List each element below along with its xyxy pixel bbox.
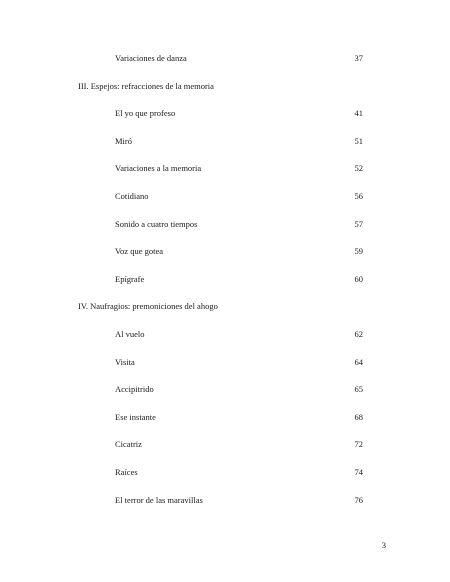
toc-entry-row (0, 466, 450, 478)
toc-entry-page-number: 64 (354, 356, 363, 367)
toc-entry-title: Al vuelo (115, 329, 145, 339)
toc-entry-page-number: 74 (354, 467, 363, 477)
toc-entry-row (0, 383, 450, 395)
toc-entry-page-number: 72 (354, 439, 363, 450)
toc-entry-title: Epígrafe (115, 273, 145, 284)
toc-entry-page-number: 65 (354, 384, 363, 395)
toc-entry-page-number: 76 (354, 494, 363, 505)
toc-entry-page-number: 41 (354, 108, 363, 119)
toc-entry-title: Variaciones a la memoria (115, 163, 202, 174)
toc-entry-title: Accipitrido (115, 384, 154, 395)
toc-entry-row (0, 52, 450, 64)
toc-entry-row (0, 245, 450, 257)
toc-entry-row (0, 273, 450, 285)
toc-entry-row (0, 494, 450, 506)
toc-entry-row (0, 356, 450, 368)
toc-entry-title: El yo que profeso (115, 108, 176, 119)
toc-entry-title: Voz que gotea (115, 246, 163, 257)
toc-section-row (0, 80, 450, 92)
toc-entry-title: Cicatriz (115, 439, 142, 450)
toc-entry-page-number: 68 (354, 411, 363, 422)
toc-entry-page-number: 37 (354, 53, 363, 63)
toc-entry-row (0, 438, 450, 450)
toc-entry-page-number: 60 (354, 273, 363, 284)
toc-entry-row (0, 218, 450, 230)
toc-entry-page-number: 52 (354, 163, 363, 174)
toc-entry-page-number: 57 (354, 218, 363, 229)
toc-entry-title: Raíces (115, 467, 138, 477)
toc-entry-page-number: 51 (354, 135, 363, 146)
toc-entry-row (0, 411, 450, 423)
toc-entry-page-number: 59 (354, 246, 363, 257)
toc-entry-page-number: 56 (354, 191, 363, 201)
toc-entry-title: El terror de las maravillas (115, 494, 203, 505)
toc-section-row (0, 300, 450, 312)
toc-entry-page-number: 62 (354, 329, 363, 339)
toc-entry-title: Sonido a cuatro tiempos (115, 218, 198, 229)
toc-entry-row (0, 107, 450, 119)
toc-entry-row (0, 135, 450, 147)
toc-entry-title: Miró (115, 135, 132, 146)
toc-entry-title: Ese instante (115, 411, 156, 422)
toc-entry-title: Cotidiano (115, 191, 149, 201)
toc-entry-row (0, 190, 450, 202)
toc-entry-title: Variaciones de danza (115, 53, 187, 63)
toc-entry-row (0, 162, 450, 174)
toc-entry-row (0, 328, 450, 340)
toc-entry-title: Visita (115, 356, 135, 367)
toc-section-title: IV. Naufragios: premoniciones del ahogo (78, 301, 218, 312)
toc-section-title: III. Espejos: refracciones de la memoria (78, 80, 214, 91)
page-number: 3 (381, 540, 386, 550)
